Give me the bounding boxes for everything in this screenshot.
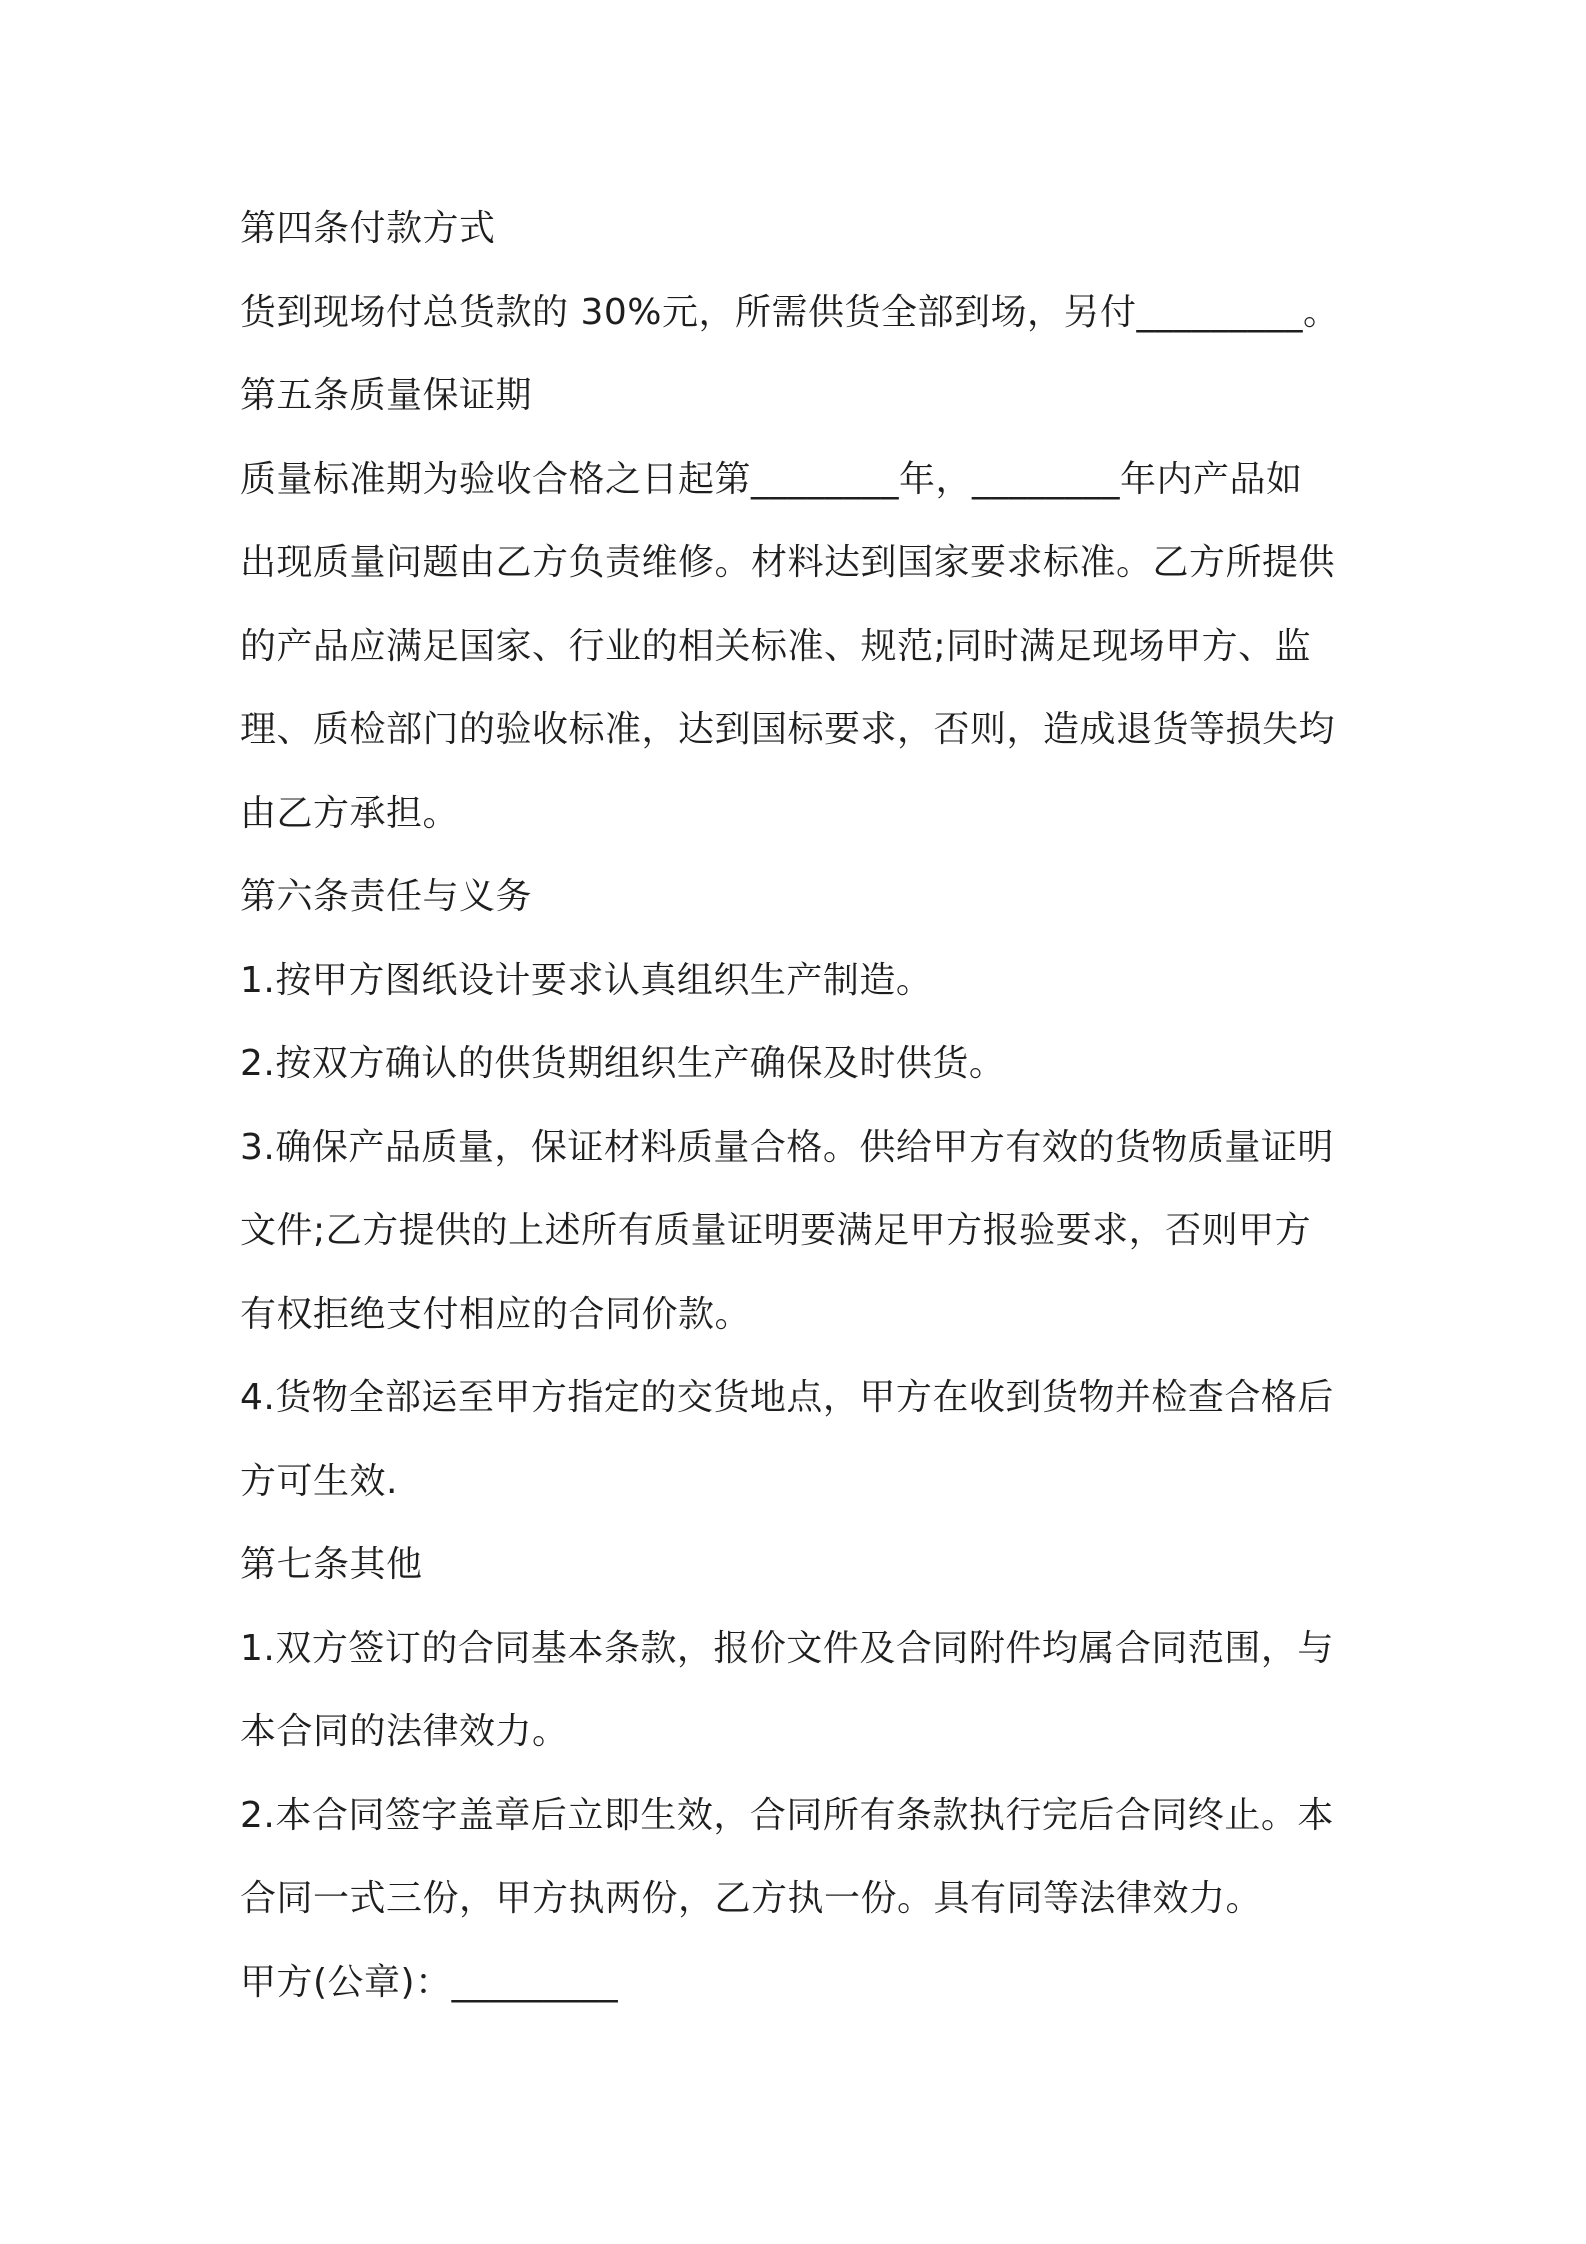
other-item-1-line-2: 本合同的法律效力。 (240, 1711, 569, 1752)
other-item-2-line-1: 2.本合同签字盖章后立即生效，合同所有条款执行完后合同终止。本 (240, 1795, 1334, 1836)
warranty-text-line-3: 的产品应满足国家、行业的相关标准、规范;同时满足现场甲方、监 (240, 626, 1312, 667)
warranty-text-line-1: 质量标准期为验收合格之日起第________年，________年内产品如 (240, 459, 1303, 500)
article-5-heading: 第五条质量保证期 (240, 375, 533, 416)
other-item-1-line-1: 1.双方签订的合同基本条款，报价文件及合同附件均属合同范围，与 (240, 1628, 1334, 1669)
duty-item-3-line-3: 有权拒绝支付相应的合同价款。 (240, 1294, 752, 1335)
other-item-2-line-2: 合同一式三份，甲方执两份，乙方执一份。具有同等法律效力。 (240, 1878, 1263, 1919)
warranty-text-line-4: 理、质检部门的验收标准，达到国标要求，否则，造成退货等损失均 (240, 709, 1336, 750)
warranty-text-line-2: 出现质量问题由乙方负责维修。材料达到国家要求标准。乙方所提供 (240, 542, 1336, 583)
duty-item-4-line-1: 4.货物全部运至甲方指定的交货地点，甲方在收到货物并检查合格后 (240, 1377, 1334, 1418)
duty-item-4-line-2: 方可生效. (240, 1461, 398, 1502)
duty-item-3-line-2: 文件;乙方提供的上述所有质量证明要满足甲方报验要求，否则甲方 (240, 1210, 1312, 1251)
article-6-heading: 第六条责任与义务 (240, 876, 533, 917)
article-4-heading: 第四条付款方式 (240, 208, 496, 249)
party-a-seal-line: 甲方(公章)：_________ (240, 1962, 619, 2003)
article-7-heading: 第七条其他 (240, 1544, 423, 1585)
duty-item-2: 2.按双方确认的供货期组织生产确保及时供货。 (240, 1043, 1006, 1084)
warranty-text-line-5: 由乙方承担。 (240, 793, 460, 834)
payment-terms-text: 货到现场付总货款的 30%元，所需供货全部到场，另付_________。 (240, 292, 1340, 333)
duty-item-1: 1.按甲方图纸设计要求认真组织生产制造。 (240, 960, 933, 1001)
duty-item-3-line-1: 3.确保产品质量，保证材料质量合格。供给甲方有效的货物质量证明 (240, 1127, 1334, 1168)
